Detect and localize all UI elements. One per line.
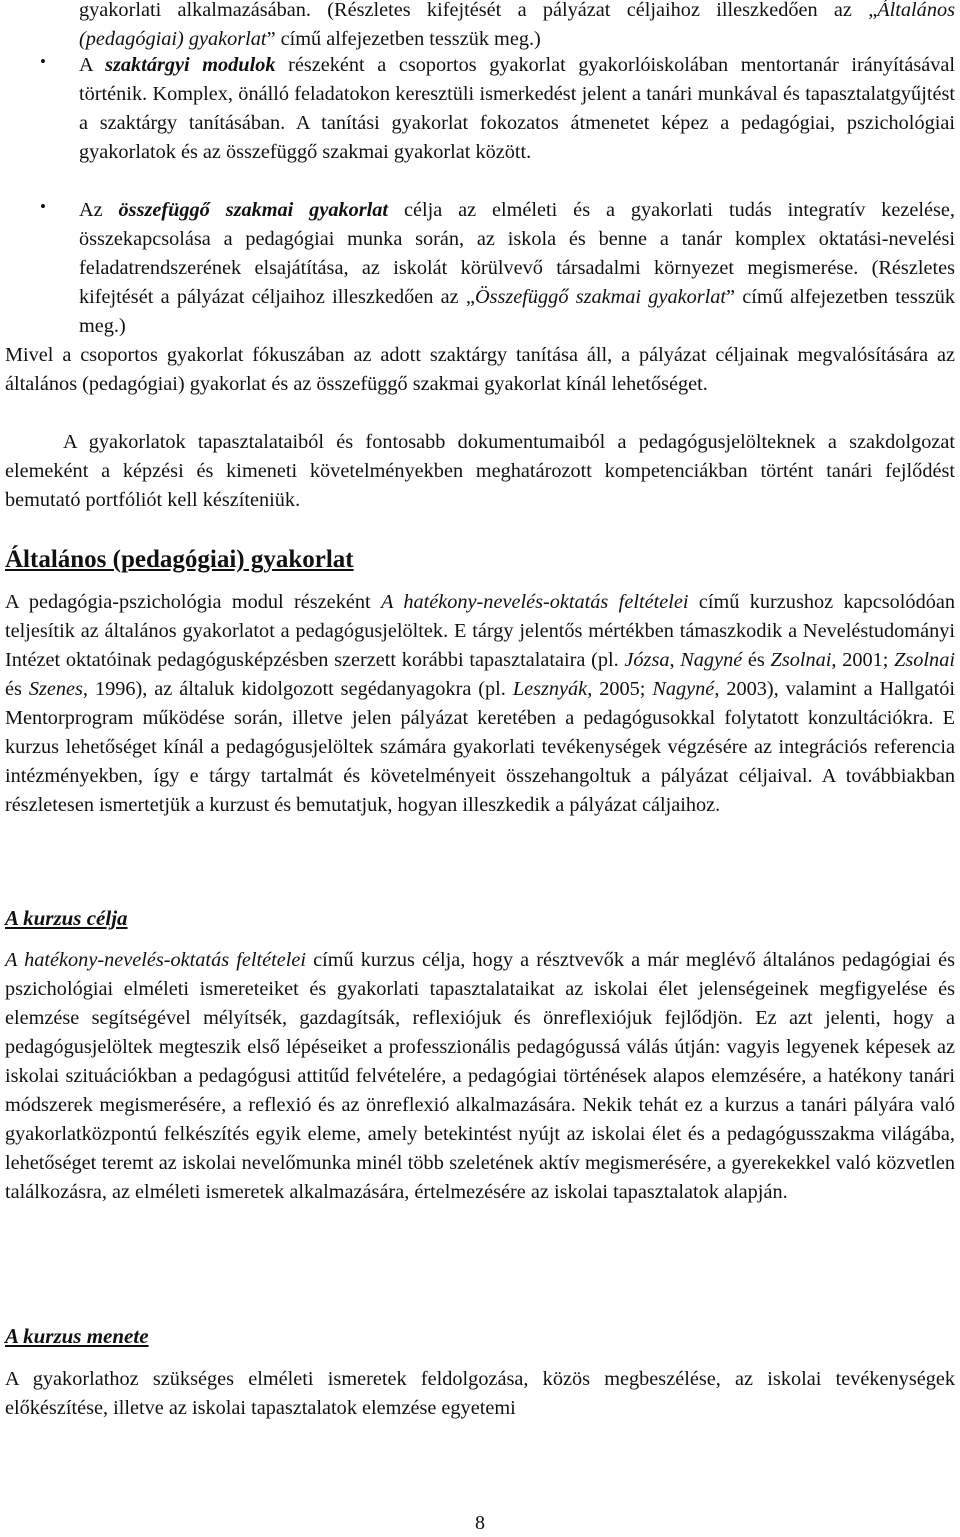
text-run: , 2005;: [587, 678, 653, 700]
text-run: és: [5, 678, 29, 700]
emphasized-text: Összefüggő szakmai gyakorlat: [474, 286, 727, 308]
paragraph-mivel: [5, 341, 955, 399]
text-run: A pedagógia-pszichológia modul részeként: [5, 591, 381, 613]
text-run: , 1996), az általuk kidolgozott segédanyagokra (pl.: [82, 678, 513, 700]
text-run: ” című alfejezetben tesszük meg.): [79, 286, 955, 337]
text-run: ,: [669, 649, 681, 671]
page-number: 8: [475, 1512, 485, 1534]
emphasized-text: Zsolnai: [894, 649, 955, 671]
bullet-marker: •: [40, 52, 46, 71]
text-run: részeként a csoportos gyakorlat gyakorlóiskolában mentortanár irányításával történik. Komplex, önálló feladatokon keresztüli ismerkedést jelent a tanári munkával és tapasztalatgyűjtést a szaktárgy tanításában. A tanítási gyakorlat fokozatos átmenetet képez a pedagógiai, pszichológiai gyakorlatok és az összefüggő szakmai gyakorlat között.: [79, 54, 955, 163]
paragraph-portfolio: [5, 428, 955, 515]
heading-course-process: A kurzus menete: [5, 1324, 149, 1348]
bullet-item-szaktargyi: [79, 51, 955, 167]
bullet-marker: •: [40, 197, 46, 216]
paragraph-continuation: [79, 0, 955, 54]
emphasized-text: Józsa: [624, 649, 670, 671]
heading-course-goal: A kurzus célja: [5, 906, 128, 930]
text-run: , 2001;: [831, 649, 895, 671]
emphasized-text: Általános (pedagógiai) gyakorlat: [79, 0, 955, 50]
emphasized-text: összefüggő szakmai gyakorlat: [118, 199, 389, 221]
text-run: célja az elméleti és a gyakorlati tudás integratív kezelése, összekapcsolása a pedagógiai munka során, az iskola és benne a tanár komplex oktatási-nevelési feladatrendszerének elsajátítása, az iskolát körülvevő társadalmi környezet megismerése. (Részletes kifejtését a pályázat céljaihoz illeszkedően az „: [79, 199, 955, 308]
text-run: Mivel a csoportos gyakorlat fókuszában az adott szaktárgy tanítása áll, a pályázat céljainak megvalósítására az általános (pedagógiai) gyakorlat és az összefüggő szakmai gyakorlat kínál lehetőséget.: [5, 344, 955, 395]
text-run: , 2003), valamint a Hallgatói Mentorprogram működése során, illetve jelen pályázat keretében a pedagógusokkal folytatott konzultációkra. E kurzus lehetőséget kínál a pedagógusjelöltek számára gyakorlati tevékenységek végzésére az integrációs referencia intézményekben, így e tárgy tartalmát és követelményeit összehangoltuk a pályázat céljaival. A továbbiakban részletesen ismertetjük a kurzust és bemutatjuk, hogyan illeszkedik a pályázat cáljaihoz.: [5, 678, 955, 816]
emphasized-text: szaktárgyi modulok: [105, 54, 276, 76]
paragraph-course-goal: [5, 946, 955, 1207]
paragraph-course-process: [5, 1365, 955, 1423]
emphasized-text: A hatékony-nevelés-oktatás feltételei: [380, 591, 689, 613]
text-run: A: [79, 54, 106, 76]
emphasized-text: Nagyné: [680, 649, 743, 671]
text-run: Az: [79, 199, 119, 221]
text-run: és: [742, 649, 771, 671]
text-run: A gyakorlatok tapasztalataiból és fontosabb dokumentumaiból a pedagógusjelölteknek a szakdolgozat elemeként a képzési és kimeneti követelményekben meghatározott kompetenciákban történt tanári fejlődést bemutató portfóliót kell készíteniük.: [5, 431, 955, 511]
emphasized-text: Nagyné: [652, 678, 715, 700]
emphasized-text: Zsolnai: [770, 649, 832, 671]
bullet-item-osszefuggo: [79, 196, 955, 341]
text-run: A gyakorlathoz szükséges elméleti ismeretek feldolgozása, közös megbeszélése, az iskolai tevékenységek előkészítése, illetve az iskolai tapasztalatok elemzése egyetemi: [5, 1368, 955, 1419]
heading-general-practice: Általános (pedagógiai) gyakorlat: [5, 546, 354, 573]
emphasized-text: Lesznyák: [512, 678, 588, 700]
text-run: gyakorlati alkalmazásában. (Részletes kifejtését a pályázat céljaihoz illeszkedően az „: [79, 0, 878, 21]
paragraph-general-practice: [5, 588, 955, 820]
emphasized-text: Szenes: [28, 678, 83, 700]
text-run: ” című alfejezetben tesszük meg.): [266, 28, 541, 50]
text-run: című kurzushoz kapcsolódóan teljesítik az általános gyakorlatot a pedagógusjelöltek. E tárgy jelentős mértékben támaszkodik a Neveléstudományi Intézet oktatóinak pedagógusképzésben szerzett korábbi tapasztalataira (pl.: [5, 591, 955, 671]
emphasized-text: A hatékony-nevelés-oktatás feltételei: [5, 949, 307, 971]
text-run: című kurzus célja, hogy a résztvevők a már meglévő általános pedagógiai és pszichológiai elméleti ismereteiket és gyakorlati tapasztalataikat az iskolai élet jelenségeinek megfigyelése és elemzése segítségével mélyítsék, gazdagítsák, reflexiójuk és önreflexiójuk fejlődjön. Ez azt jelenti, hogy a pedagógusjelöltek megteszik első lépéseiket a professzionális pedagógussá válás útján: vagyis legyenek képesek az iskolai szituációkban a pedagógusi attitűd felvételére, a pedagógiai történések alapos elemzésére, a hatékony tanári módszerek megismerésére, a reflexió és az önreflexió alkalmazására. Nekik tehát ez a kurzus a tanári pályára való gyakorlatközpontú felkészítés egyik eleme, amely betekintést nyújt az iskolai élet és a pedagógusszakma világába, lehetőséget teremt az iskolai nevelőmunka minél több szeletének aktív megismerésére, a gyerekekkel való közvetlen találkozásra, az elméleti ismeretek alkalmazására, értelmezésére az iskolai tapasztalatok alapján.: [5, 949, 955, 1203]
